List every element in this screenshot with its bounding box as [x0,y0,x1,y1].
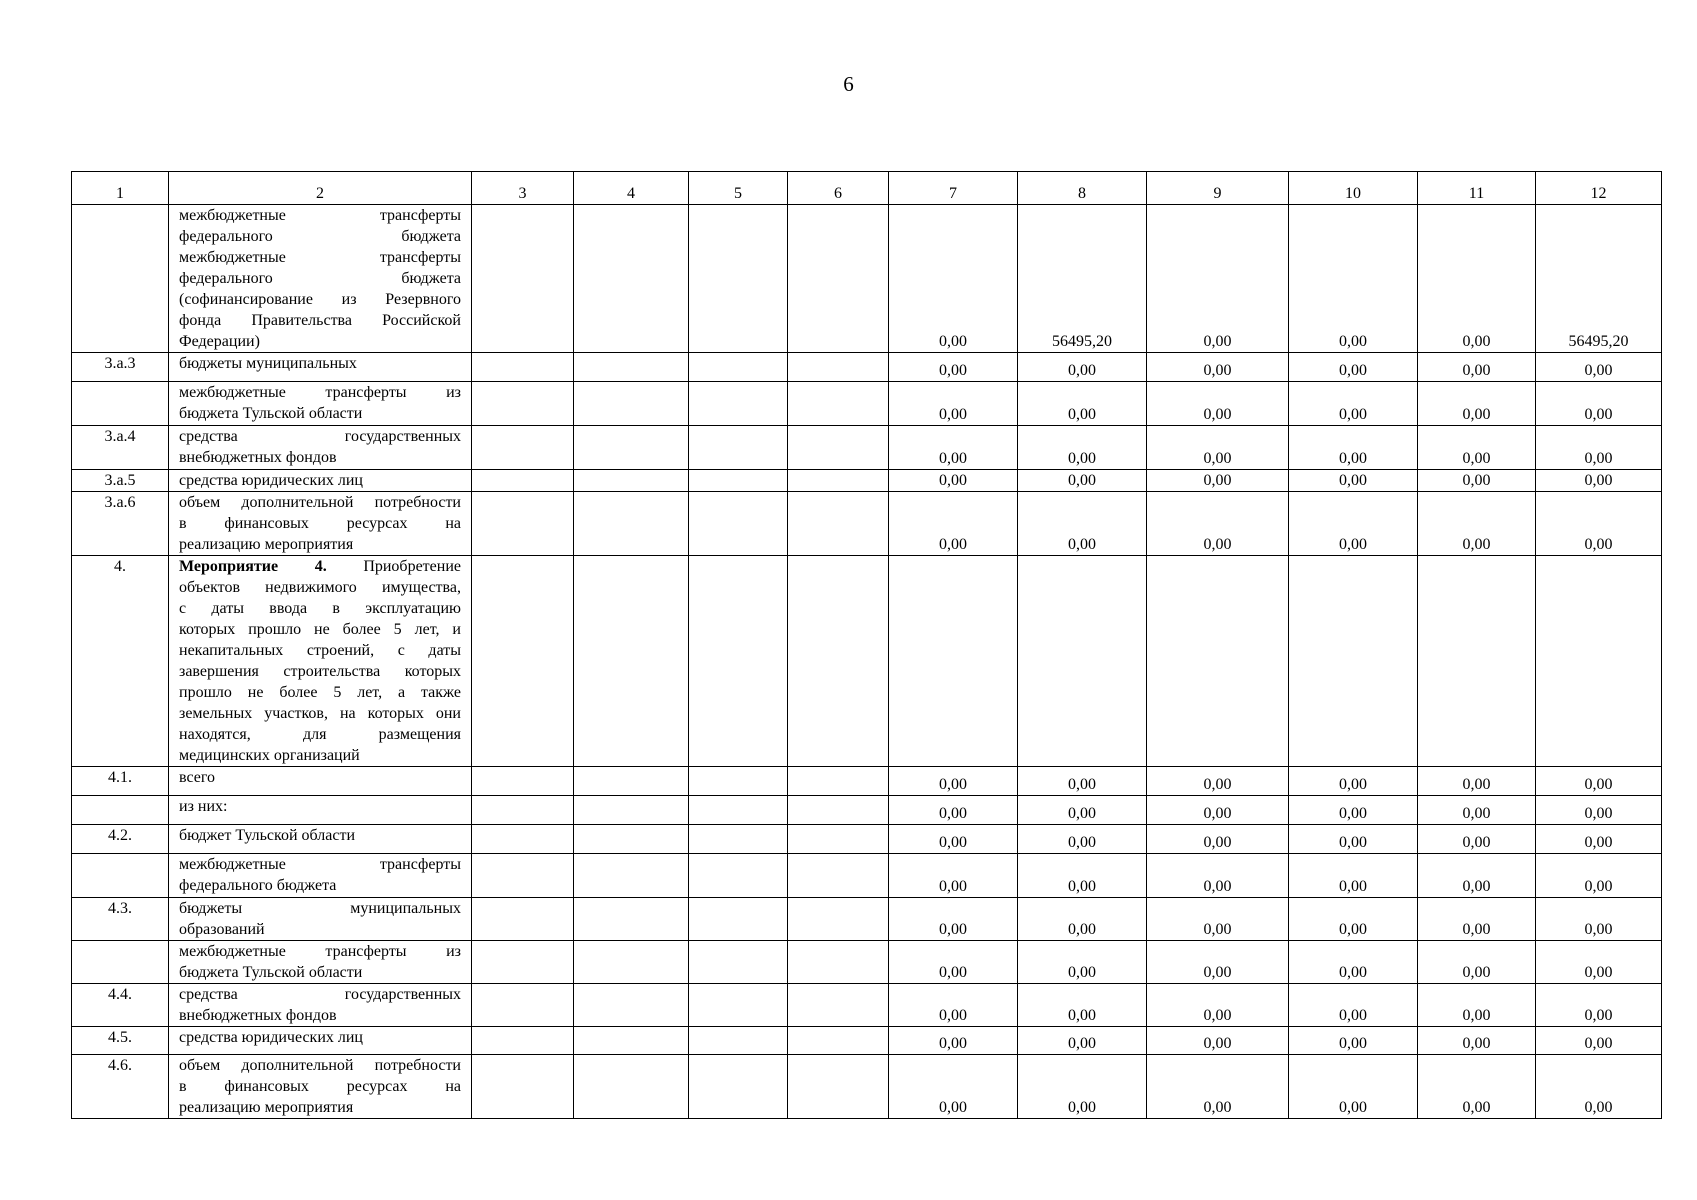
empty-cell [574,1055,689,1119]
value-cell: 0,00 [1418,382,1536,426]
description-line: средства государственных [179,428,461,445]
description-line: некапитальных строений, с даты [179,642,461,659]
value-cell: 0,00 [1536,854,1662,898]
row-number: 4.3. [72,898,169,941]
value-cell: 0,00 [1418,1027,1536,1055]
value-cell: 0,00 [1018,898,1147,941]
row-description [169,796,472,825]
value-cell: 0,00 [1289,1055,1418,1119]
empty-cell [788,984,889,1027]
value-cell: 0,00 [1289,382,1418,426]
table-row [72,382,1662,426]
row-number: 3.а.4 [72,426,169,470]
description-line: внебюджетных фондов [179,1007,337,1024]
value-cell: 0,00 [1147,796,1289,825]
empty-cell [689,767,788,796]
value-cell: 0,00 [1418,353,1536,382]
description-line: Федерации) [179,333,260,350]
empty-cell [788,205,889,353]
value-cell: 0,00 [889,426,1018,470]
empty-cell [689,382,788,426]
empty-cell [472,426,574,470]
description-line: реализацию мероприятия [179,536,354,553]
value-cell: 0,00 [1147,984,1289,1027]
table-row [72,492,1662,556]
description-line: средства юридических лиц [179,1029,363,1046]
description-text: Приобретение [326,558,461,575]
value-cell: 0,00 [1018,492,1147,556]
header-cell: 7 [889,172,1018,205]
description-line: завершения строительства которых [179,663,461,680]
empty-cell [788,854,889,898]
table-row [72,1027,1662,1055]
value-cell [1418,556,1536,767]
value-cell: 0,00 [1147,470,1289,492]
description-line: федерального бюджета [179,270,461,287]
value-cell: 56495,20 [1018,205,1147,353]
value-cell: 0,00 [889,1027,1018,1055]
value-cell: 0,00 [1418,898,1536,941]
description-line: (софинансирование из Резервного [179,291,461,308]
description-line: внебюджетных фондов [179,449,337,466]
description-line: межбюджетные трансферты из [179,384,461,401]
value-cell: 0,00 [1018,426,1147,470]
value-cell: 0,00 [1536,382,1662,426]
value-cell: 0,00 [1018,1055,1147,1119]
empty-cell [472,1055,574,1119]
empty-cell [574,854,689,898]
row-description [169,426,472,470]
value-cell: 0,00 [1147,854,1289,898]
value-cell: 0,00 [1536,1027,1662,1055]
row-number: 4.5. [72,1027,169,1055]
empty-cell [689,796,788,825]
empty-cell [788,898,889,941]
table-row [72,941,1662,984]
value-cell: 0,00 [1536,898,1662,941]
value-cell: 0,00 [1147,426,1289,470]
row-description [169,1027,472,1055]
row-description [169,470,472,492]
value-cell: 0,00 [889,854,1018,898]
row-number [72,382,169,426]
description-line: в финансовых ресурсах на [179,1078,461,1095]
description-line: в финансовых ресурсах на [179,515,461,532]
empty-cell [788,353,889,382]
empty-cell [788,767,889,796]
row-number: 3.а.6 [72,492,169,556]
value-cell: 0,00 [889,984,1018,1027]
empty-cell [472,492,574,556]
empty-cell [788,941,889,984]
value-cell: 0,00 [1418,767,1536,796]
value-cell: 0,00 [1147,898,1289,941]
table-row [72,825,1662,854]
empty-cell [788,1055,889,1119]
header-cell: 9 [1147,172,1289,205]
description-line: межбюджетные трансферты из [179,943,461,960]
description-line [179,556,461,577]
row-description [169,205,472,353]
empty-cell [689,353,788,382]
row-description [169,898,472,941]
empty-cell [472,767,574,796]
empty-cell [472,382,574,426]
table-row [72,470,1662,492]
value-cell: 0,00 [1147,1027,1289,1055]
value-cell: 0,00 [1536,492,1662,556]
description-line: объем дополнительной потребности [179,1057,461,1074]
row-number [72,941,169,984]
empty-cell [788,426,889,470]
value-cell: 0,00 [1289,898,1418,941]
row-description [169,492,472,556]
description-line: бюджет Тульской области [179,827,356,844]
empty-cell [472,796,574,825]
empty-cell [574,492,689,556]
description-line: средства государственных [179,986,461,1003]
table-row [72,205,1662,353]
empty-cell [689,556,788,767]
value-cell: 0,00 [1418,854,1536,898]
empty-cell [574,426,689,470]
empty-cell [574,941,689,984]
empty-cell [689,205,788,353]
table-row [72,767,1662,796]
value-cell: 0,00 [1147,825,1289,854]
value-cell: 56495,20 [1536,205,1662,353]
value-cell: 0,00 [1289,492,1418,556]
row-description [169,382,472,426]
empty-cell [574,898,689,941]
value-cell [1018,556,1147,767]
value-cell: 0,00 [1418,492,1536,556]
table-row [72,556,1662,767]
empty-cell [472,854,574,898]
value-cell: 0,00 [889,1055,1018,1119]
description-line: бюджета Тульской области [179,964,363,981]
row-number [72,796,169,825]
value-cell: 0,00 [1536,984,1662,1027]
value-cell: 0,00 [1418,825,1536,854]
value-cell: 0,00 [1418,984,1536,1027]
value-cell: 0,00 [1147,353,1289,382]
value-cell: 0,00 [1018,941,1147,984]
value-cell: 0,00 [889,353,1018,382]
empty-cell [689,426,788,470]
value-cell: 0,00 [889,382,1018,426]
empty-cell [472,984,574,1027]
description-line: из них: [179,798,228,815]
table-body [72,172,1662,1119]
value-cell [1147,556,1289,767]
value-cell: 0,00 [1536,426,1662,470]
header-cell: 3 [472,172,574,205]
description-line: средства юридических лиц [179,472,363,489]
value-cell: 0,00 [1418,470,1536,492]
header-cell: 8 [1018,172,1147,205]
value-cell: 0,00 [1536,796,1662,825]
value-cell: 0,00 [1147,205,1289,353]
value-cell: 0,00 [889,941,1018,984]
value-cell [1536,556,1662,767]
header-cell: 2 [169,172,472,205]
description-line: медицинских организаций [179,747,360,764]
empty-cell [689,470,788,492]
empty-cell [574,796,689,825]
description-line: межбюджетные трансферты [179,207,461,224]
description-line: прошло не более 5 лет, а также [179,684,461,701]
value-cell: 0,00 [1289,353,1418,382]
description-line: межбюджетные трансферты [179,856,461,873]
value-cell: 0,00 [1289,941,1418,984]
description-line: земельных участков, на которых они [179,705,461,722]
description-line: фонда Правительства Российской [179,312,461,329]
row-description [169,353,472,382]
empty-cell [472,556,574,767]
value-cell: 0,00 [1418,205,1536,353]
value-cell: 0,00 [1536,353,1662,382]
value-cell: 0,00 [1018,470,1147,492]
value-cell: 0,00 [1289,1027,1418,1055]
table-row [72,898,1662,941]
value-cell: 0,00 [1289,796,1418,825]
value-cell: 0,00 [1018,984,1147,1027]
row-number: 4. [72,556,169,767]
value-cell: 0,00 [1536,1055,1662,1119]
value-cell: 0,00 [1418,941,1536,984]
value-cell: 0,00 [1289,426,1418,470]
empty-cell [788,556,889,767]
description-line: межбюджетные трансферты [179,249,461,266]
description-line: которых прошло не более 5 лет, и [179,621,461,638]
value-cell: 0,00 [1289,984,1418,1027]
value-cell: 0,00 [1289,470,1418,492]
table-row [72,1055,1662,1119]
budget-table [71,171,1662,1119]
empty-cell [574,825,689,854]
header-cell: 11 [1418,172,1536,205]
value-cell: 0,00 [1536,941,1662,984]
value-cell: 0,00 [1018,1027,1147,1055]
value-cell: 0,00 [1418,426,1536,470]
value-cell: 0,00 [1536,825,1662,854]
table-row [72,353,1662,382]
description-line: образований [179,921,265,938]
empty-cell [472,1027,574,1055]
empty-cell [788,492,889,556]
row-number: 4.6. [72,1055,169,1119]
description-line: бюджеты муниципальных [179,355,357,372]
empty-cell [689,1027,788,1055]
header-row [72,172,1662,205]
description-line: объектов недвижимого имущества, [179,579,461,596]
row-description [169,941,472,984]
row-number [72,205,169,353]
page-number: 6 [843,72,854,96]
description-line: объем дополнительной потребности [179,494,461,511]
description-line: всего [179,769,216,786]
row-description [169,854,472,898]
value-cell: 0,00 [1289,205,1418,353]
empty-cell [574,767,689,796]
value-cell: 0,00 [1147,382,1289,426]
description-line: реализацию мероприятия [179,1099,354,1116]
empty-cell [788,825,889,854]
value-cell: 0,00 [1018,767,1147,796]
value-cell: 0,00 [889,492,1018,556]
value-cell: 0,00 [1147,767,1289,796]
item-title: Мероприятие 4. [179,558,327,575]
table-row [72,984,1662,1027]
row-number: 4.1. [72,767,169,796]
row-number [72,854,169,898]
description-line: бюджеты муниципальных [179,900,461,917]
description-line: федерального бюджета [179,877,337,894]
value-cell [1289,556,1418,767]
header-cell: 1 [72,172,169,205]
value-cell: 0,00 [889,470,1018,492]
empty-cell [788,382,889,426]
value-cell: 0,00 [889,898,1018,941]
value-cell: 0,00 [1018,353,1147,382]
empty-cell [689,984,788,1027]
empty-cell [472,470,574,492]
value-cell: 0,00 [1418,1055,1536,1119]
empty-cell [689,854,788,898]
value-cell: 0,00 [1418,796,1536,825]
row-description [169,1055,472,1119]
value-cell: 0,00 [889,767,1018,796]
table-row [72,426,1662,470]
value-cell: 0,00 [1536,767,1662,796]
value-cell: 0,00 [1018,382,1147,426]
empty-cell [788,796,889,825]
header-cell: 5 [689,172,788,205]
value-cell: 0,00 [1536,470,1662,492]
header-cell: 12 [1536,172,1662,205]
empty-cell [689,825,788,854]
empty-cell [472,898,574,941]
empty-cell [689,941,788,984]
empty-cell [574,1027,689,1055]
value-cell: 0,00 [1147,492,1289,556]
row-description [169,556,472,767]
value-cell: 0,00 [1018,796,1147,825]
value-cell: 0,00 [1289,854,1418,898]
description-line: бюджета Тульской области [179,405,363,422]
row-number: 4.2. [72,825,169,854]
empty-cell [689,1055,788,1119]
description-line: находятся, для размещения [179,726,461,743]
description-line: с даты ввода в эксплуатацию [179,600,461,617]
empty-cell [689,492,788,556]
empty-cell [574,984,689,1027]
value-cell: 0,00 [1289,767,1418,796]
row-description [169,767,472,796]
row-number: 3.а.3 [72,353,169,382]
empty-cell [788,1027,889,1055]
row-number: 4.4. [72,984,169,1027]
value-cell [889,556,1018,767]
empty-cell [574,205,689,353]
header-cell: 4 [574,172,689,205]
row-description [169,825,472,854]
value-cell: 0,00 [889,796,1018,825]
table-row [72,854,1662,898]
empty-cell [472,825,574,854]
empty-cell [574,556,689,767]
description-line: федерального бюджета [179,228,461,245]
value-cell: 0,00 [889,205,1018,353]
empty-cell [574,353,689,382]
empty-cell [472,353,574,382]
header-cell: 6 [788,172,889,205]
row-number: 3.а.5 [72,470,169,492]
empty-cell [574,470,689,492]
value-cell: 0,00 [1018,825,1147,854]
value-cell: 0,00 [889,825,1018,854]
value-cell: 0,00 [1018,854,1147,898]
empty-cell [689,898,788,941]
row-description [169,984,472,1027]
header-cell: 10 [1289,172,1418,205]
empty-cell [472,941,574,984]
empty-cell [788,470,889,492]
value-cell: 0,00 [1147,941,1289,984]
empty-cell [574,382,689,426]
empty-cell [472,205,574,353]
value-cell: 0,00 [1289,825,1418,854]
table-row [72,796,1662,825]
value-cell: 0,00 [1147,1055,1289,1119]
